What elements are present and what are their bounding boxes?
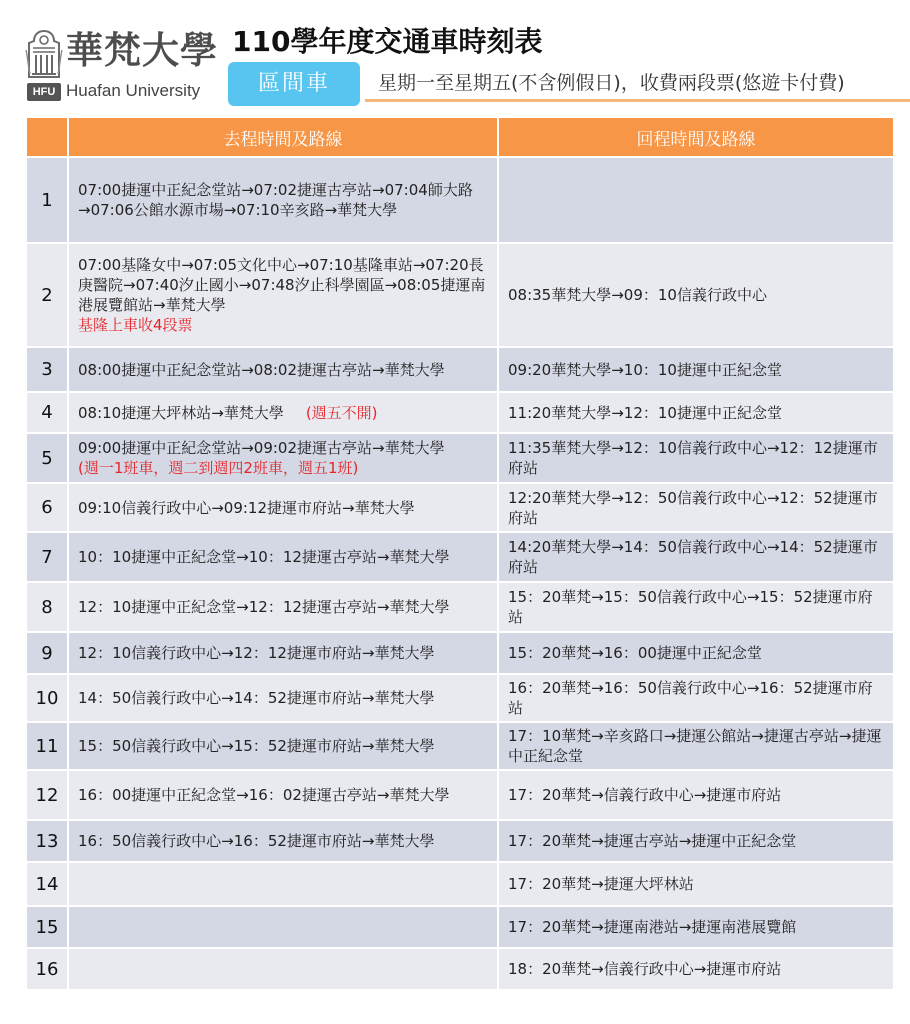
row-16-outbound — [69, 949, 497, 989]
row-12-number: 12 — [27, 771, 67, 819]
row-13-return-route: 17：20華梵→捷運古亭站→捷運中正紀念堂 — [508, 832, 797, 850]
row-7-number: 7 — [27, 533, 67, 581]
logo-english-name: Huafan University — [66, 81, 201, 100]
row-14-outbound — [69, 863, 497, 905]
row-8-return-route: 15：20華梵→15：50信義行政中心→15：52捷運市府站 — [508, 588, 873, 626]
row-5-outbound-route: 09:00捷運中正紀念堂站→09:02捷運古亭站→華梵大學 — [78, 439, 445, 457]
row-2-return-route: 08:35華梵大學→09：10信義行政中心 — [508, 286, 767, 304]
row-4-outbound — [69, 393, 497, 432]
row-1-return — [499, 158, 893, 242]
row-9-outbound-route: 12：10信義行政中心→12：12捷運市府站→華梵大學 — [78, 644, 435, 662]
row-2-number: 2 — [27, 244, 67, 346]
row-8-number: 8 — [27, 583, 67, 631]
row-7-return — [499, 533, 893, 581]
row-2-outbound-note: 基隆上車收4段票 — [78, 316, 193, 334]
row-6-number: 6 — [27, 484, 67, 531]
row-14-number: 14 — [27, 863, 67, 905]
row-9-return-route: 15：20華梵→16：00捷運中正紀念堂 — [508, 644, 762, 662]
page-title: 110學年度交通車時刻表 — [232, 25, 543, 58]
row-3-return — [499, 348, 893, 391]
row-8-return — [499, 583, 893, 631]
row-15-outbound — [69, 907, 497, 947]
university-emblem-icon — [24, 28, 64, 80]
row-13-outbound — [69, 821, 497, 861]
row-8-outbound-route: 12：10捷運中正紀念堂→12：12捷運古亭站→華梵大學 — [78, 598, 450, 616]
service-type-badge: 區間車 — [228, 62, 360, 106]
row-3-return-route: 09:20華梵大學→10：10捷運中正紀念堂 — [508, 360, 782, 379]
row-15-return — [499, 907, 893, 947]
row-10-return — [499, 675, 893, 721]
row-4-return — [499, 393, 893, 432]
row-16-return-route: 18：20華梵→信義行政中心→捷運市府站 — [508, 960, 782, 978]
row-12-return — [499, 771, 893, 819]
row-6-outbound — [69, 484, 497, 531]
row-13-number: 13 — [27, 821, 67, 861]
row-2-return — [499, 244, 893, 346]
row-11-outbound-route: 15：50信義行政中心→15：52捷運市府站→華梵大學 — [78, 737, 435, 755]
row-8-outbound — [69, 583, 497, 631]
row-10-outbound — [69, 675, 497, 721]
row-11-return-route: 17：10華梵→辛亥路口→捷運公館站→捷運古亭站→捷運中正紀念堂 — [508, 727, 882, 765]
row-10-outbound-route: 14：50信義行政中心→14：52捷運市府站→華梵大學 — [78, 689, 435, 707]
row-5-outbound-note: (週一1班車，週二到週四2班車，週五1班) — [78, 459, 359, 477]
subtitle-underline — [365, 99, 910, 102]
row-11-outbound — [69, 723, 497, 769]
row-5-return-route: 11:35華梵大學→12：10信義行政中心→12：12捷運市府站 — [508, 439, 878, 477]
row-4-number: 4 — [27, 393, 67, 432]
row-10-number: 10 — [27, 675, 67, 721]
row-6-return — [499, 484, 893, 531]
header-outbound: 去程時間及路線 — [69, 118, 497, 156]
row-3-outbound-route: 08:00捷運中正紀念堂站→08:02捷運古亭站→華梵大學 — [78, 360, 445, 379]
row-5-outbound — [69, 434, 497, 482]
row-7-outbound-route: 10：10捷運中正紀念堂→10：12捷運古亭站→華梵大學 — [78, 548, 450, 566]
row-11-number: 11 — [27, 723, 67, 769]
row-15-return-route: 17：20華梵→捷運南港站→捷運南港展覽館 — [508, 918, 797, 936]
row-9-number: 9 — [27, 633, 67, 673]
row-7-return-route: 14:20華梵大學→14：50信義行政中心→14：52捷運市府站 — [508, 538, 878, 576]
row-1-outbound — [69, 158, 497, 242]
row-6-return-route: 12:20華梵大學→12：50信義行政中心→12：52捷運市府站 — [508, 488, 878, 527]
header-number-cell — [27, 118, 67, 156]
row-4-outbound-route: 08:10捷運大坪林站→華梵大學 — [78, 403, 284, 422]
row-14-return-route: 17：20華梵→捷運大坪林站 — [508, 875, 694, 893]
row-12-outbound-route: 16：00捷運中正紀念堂→16：02捷運古亭站→華梵大學 — [78, 786, 450, 804]
row-10-return-route: 16：20華梵→16：50信義行政中心→16：52捷運市府站 — [508, 679, 873, 717]
row-7-outbound — [69, 533, 497, 581]
row-1-outbound-route: 07:00捷運中正紀念堂站→07:02捷運古亭站→07:04師大路→07:06公館水源市場→07:10辛亥路→華梵大學 — [78, 181, 473, 219]
row-14-return — [499, 863, 893, 905]
row-6-outbound-route: 09:10信義行政中心→09:12捷運市府站→華梵大學 — [78, 498, 415, 517]
row-5-return — [499, 434, 893, 482]
row-11-return — [499, 723, 893, 769]
row-3-outbound — [69, 348, 497, 391]
row-3-number: 3 — [27, 348, 67, 391]
row-12-outbound — [69, 771, 497, 819]
row-4-return-route: 11:20華梵大學→12：10捷運中正紀念堂 — [508, 403, 782, 422]
row-2-outbound — [69, 244, 497, 346]
header-return: 回程時間及路線 — [499, 118, 893, 156]
row-5-number: 5 — [27, 434, 67, 482]
row-2-outbound-route: 07:00基隆女中→07:05文化中心→07:10基隆車站→07:20長庚醫院→07:40汐止國小→07:48汐止科學園區→08:05捷運南港展覽館站→華梵大學 — [78, 256, 486, 314]
row-15-number: 15 — [27, 907, 67, 947]
logo-chinese-name: 華梵大學 — [66, 28, 218, 72]
row-13-outbound-route: 16：50信義行政中心→16：52捷運市府站→華梵大學 — [78, 832, 435, 850]
timetable — [27, 118, 893, 989]
row-1-number: 1 — [27, 158, 67, 242]
row-12-return-route: 17：20華梵→信義行政中心→捷運市府站 — [508, 786, 782, 804]
row-16-number: 16 — [27, 949, 67, 989]
row-16-return — [499, 949, 893, 989]
row-13-return — [499, 821, 893, 861]
logo-hfu-badge: HFU — [27, 83, 61, 101]
row-4-outbound-note: (週五不開) — [305, 403, 378, 422]
row-9-outbound — [69, 633, 497, 673]
schedule-subtitle: 星期一至星期五(不含例假日)，收費兩段票(悠遊卡付費) — [378, 72, 845, 94]
row-9-return — [499, 633, 893, 673]
